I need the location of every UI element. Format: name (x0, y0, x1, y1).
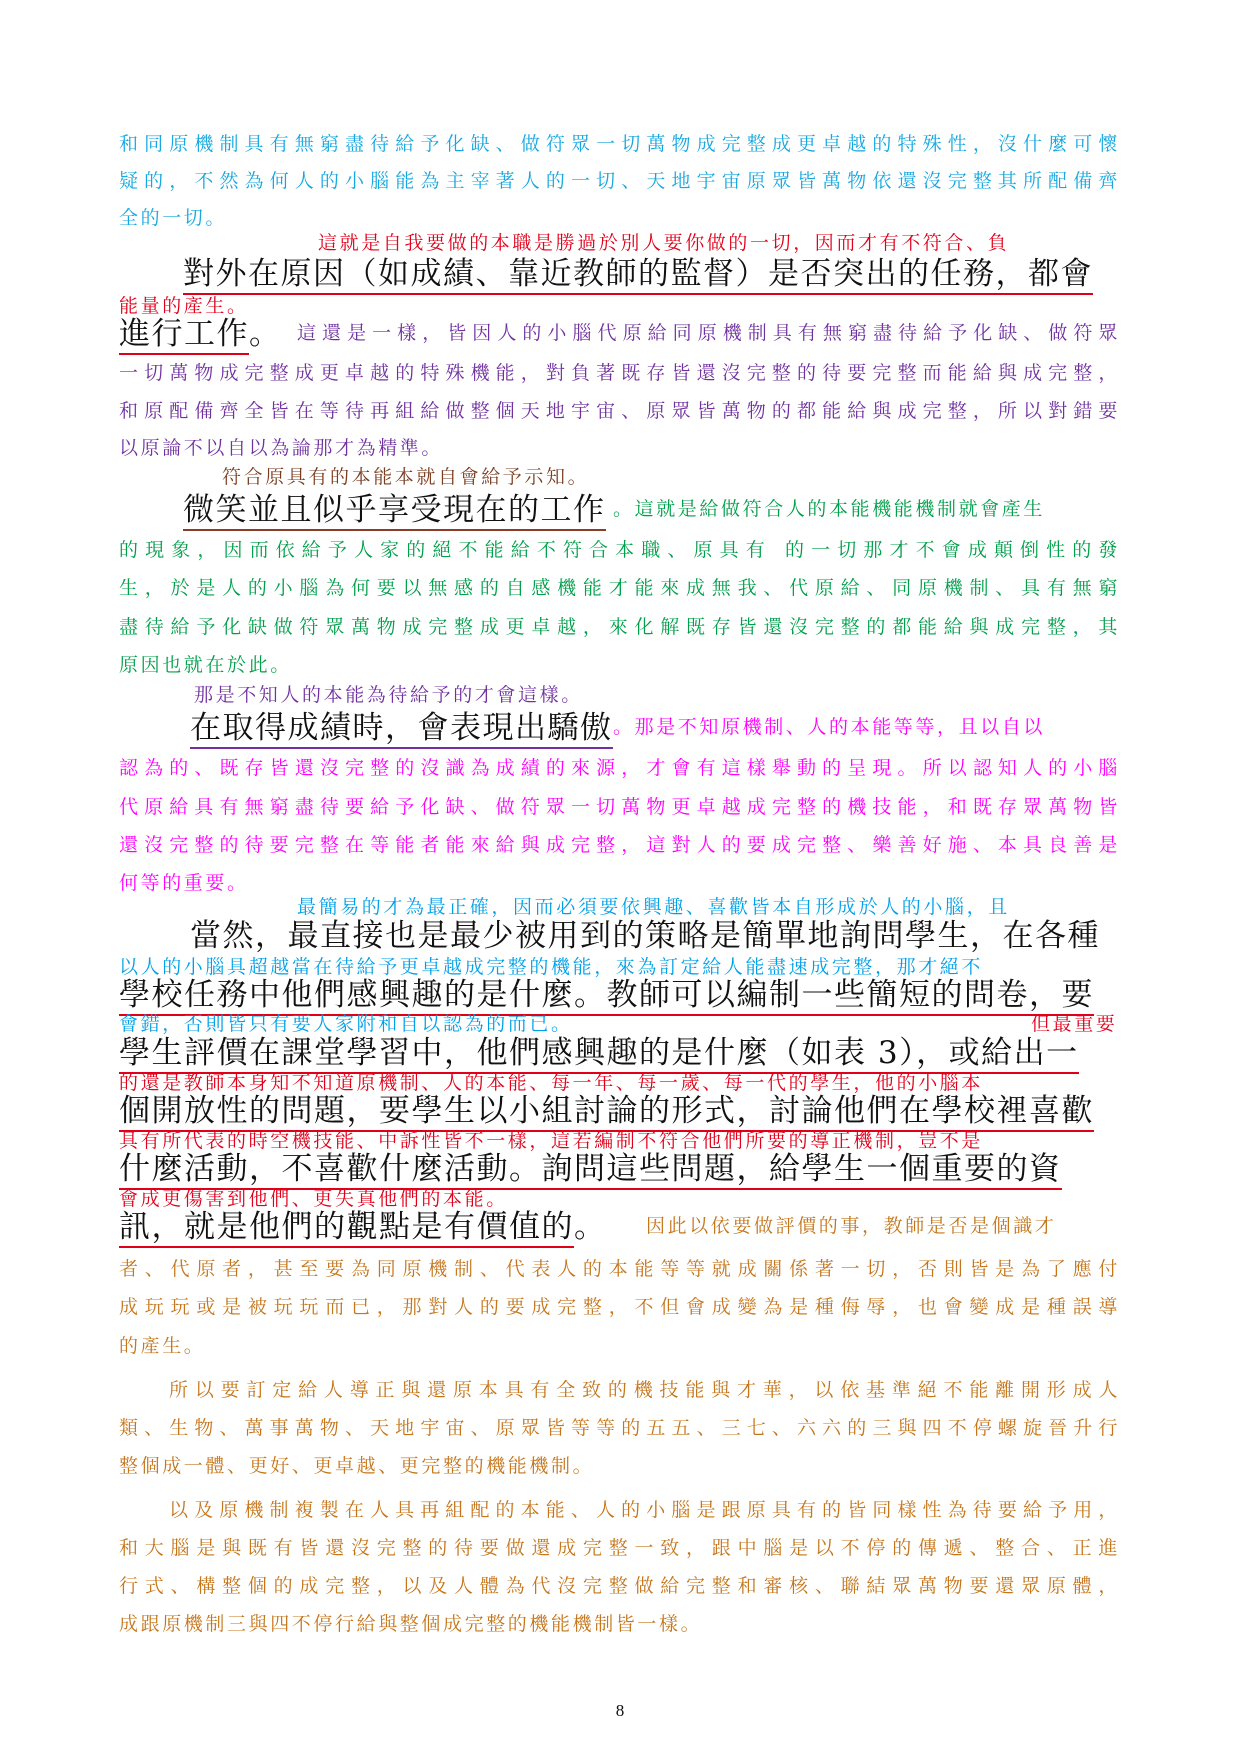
annotation-note: 以人的小腦具超越當在待給予更卓越成完整的機能，來為訂定給人能盡速成完整，那才絕不 (119, 956, 984, 978)
commentary-line: 生，於是人的小腦為何要以無感的自感機能才能來成無我、代原給、同原機制、具有無窮 (119, 577, 1120, 599)
quoted-text (183, 484, 606, 529)
commentary-line: 成玩玩或是被玩玩而已，那對人的要成完整，不但會成變為是種侮辱，也會變成是種誤導 (119, 1296, 1120, 1318)
annotation-note: 那是不知人的本能為待給予的才會這樣。 (194, 684, 583, 706)
quoted-text (190, 702, 613, 747)
commentary-line: 因此以依要做評價的事，教師是否是個識才 (646, 1215, 1057, 1237)
commentary-line: 還沒完整的待要完整在等能者能來給與成完整，這對人的要成完整、樂善好施、本具良善是 (119, 834, 1120, 856)
commentary-line: 和原配備齊全皆在等待再組給做整個天地宇宙、原眾皆萬物的都能給與成完整，所以對錯要 (119, 400, 1120, 422)
quoted-text (119, 1027, 1079, 1072)
page-number: 8 (615, 1701, 625, 1720)
paragraph-line: 全的一切。 (119, 207, 228, 229)
quoted-text-underlined: 在取得成績時，會表現出驕傲 (190, 710, 613, 749)
quoted-text-underlined: 對外在原因（如成績、靠近教師的監督）是否突出的任務，都會 (183, 256, 1093, 295)
paragraph-line: 和大腦是與既有皆還沒完整的待要做還成完整一致，跟中腦是以不停的傳遞、整合、正進 (119, 1537, 1120, 1559)
quoted-text-punct: 。 (249, 316, 282, 352)
paragraph-line: 類、生物、萬事萬物、天地宇宙、原眾皆等等的五五、三七、六六的三與四不停螺旋晉升行 (119, 1417, 1120, 1439)
paragraph-line: 所以要訂定給人導正與還原本具有全致的機技能與才華，以依基準絕不能離開形成人 (169, 1379, 1120, 1401)
commentary-line: 者、代原者，甚至要為同原機制、代表人的本能等等就成關係著一切，否則皆是為了應付 (119, 1258, 1120, 1280)
annotation-note: 符合原具有的本能本就自會給予示知。 (222, 466, 590, 488)
commentary-line: 原因也就在於此。 (119, 654, 292, 676)
quoted-text-underlined: 個開放性的問題，要學生以小組討論的形式，討論他們在學校裡喜歡 (119, 1093, 1094, 1132)
quoted-text-underlined: 什麼活動，不喜歡什麼活動。詢問這些問題，給學生一個重要的資 (119, 1151, 1062, 1190)
quoted-text (183, 248, 1093, 293)
quoted-text-underlined: 微笑並且似乎享受現在的工作 (183, 492, 606, 531)
commentary-line: 盡待給予化缺做符眾萬物成完整成更卓越，來化解既存皆還沒完整的都能給與成完整，其 (119, 616, 1120, 638)
commentary-line: 認為的、既存皆還沒完整的沒識為成績的來源，才會有這樣舉動的呈現。所以認知人的小腦 (119, 757, 1120, 779)
paragraph-line: 疑的，不然為何人的小腦能為主宰著人的一切、天地宇宙原眾皆萬物依還沒完整其所配備齊 (119, 170, 1120, 192)
commentary-line: 這還是一樣，皆因人的小腦代原給同原機制具有無窮盡待給予化缺、做符眾 (297, 322, 1120, 344)
quoted-text-underlined: 學生評價在課堂學習中，他們感興趣的是什麼（如表 3），或給出一 (119, 1035, 1079, 1074)
annotation-note: 的還是教師本身知不知道原機制、人的本能、每一年、每一歲、每一代的學生，他的小腦本 (119, 1072, 984, 1094)
annotation-note: 會錯，否則皆只有要人家附和自以認為的而已。 (119, 1013, 573, 1035)
quoted-text (119, 1201, 607, 1246)
commentary-line: 。那是不知原機制、人的本能等等，且以自以 (613, 716, 1046, 738)
annotation-note: 會成更傷害到他們、更失真他們的本能。 (119, 1188, 508, 1210)
quoted-text-underlined: 學校任務中他們感興趣的是什麼。教師可以編制一些簡短的問卷，要 (119, 977, 1094, 1016)
paragraph-line: 以及原機制複製在人具再組配的本能、人的小腦是跟原具有的皆同樣性為待要給予用， (169, 1499, 1120, 1521)
paragraph-line: 成跟原機制三與四不停行給與整個成完整的機能機制皆一樣。 (119, 1613, 703, 1635)
quoted-text: 當然，最直接也是最少被用到的策略是簡單地詢問學生，在各種 (190, 918, 1100, 954)
commentary-line: 。這就是給做符合人的本能機能機制就會產生 (613, 498, 1046, 520)
commentary-line: 的產生。 (119, 1335, 206, 1357)
quoted-text (119, 969, 1094, 1014)
commentary-line: 何等的重要。 (119, 872, 249, 894)
quoted-text (119, 1143, 1062, 1188)
quoted-text-underlined: 進行工作 (119, 316, 249, 355)
commentary-line: 的現象，因而依給予人家的絕不能給不符合本職、原具有 的一切那才不會成顛倒性的發 (119, 539, 1120, 561)
quoted-text-underlined: 訊，就是他們的觀點是有價值的 (119, 1209, 574, 1248)
quoted-text-punct: 。 (574, 1209, 607, 1245)
paragraph-line: 整個成一體、更好、更卓越、更完整的機能機制。 (119, 1455, 595, 1477)
commentary-line: 代原給具有無窮盡待要給予化缺、做符眾一切萬物更卓越成完整的機技能，和既存眾萬物皆 (119, 796, 1120, 818)
commentary-line: 一切萬物成完整成更卓越的特殊機能，對負著既存皆還沒完整的待要完整而能給與成完整， (119, 362, 1120, 384)
annotation-note: 這就是自我要做的本職是勝過於別人要你做的一切，因而才有不符合、負 (318, 232, 1010, 254)
quoted-text (119, 308, 282, 353)
commentary-line: 以原論不以自以為論那才為精準。 (119, 437, 444, 459)
annotation-note: 但最重要 (1031, 1013, 1118, 1035)
annotation-note: 最簡易的才為最正確，因而必須要依興趣、喜歡皆本自形成於人的小腦，且 (297, 896, 1010, 918)
paragraph-line: 和同原機制具有無窮盡待給予化缺、做符眾一切萬物成完整成更卓越的特殊性，沒什麼可懷 (119, 133, 1120, 155)
paragraph-line: 行式、構整個的成完整，以及人體為代沒完整做給完整和審核、聯結眾萬物要還眾原體， (119, 1575, 1120, 1597)
annotation-note: 具有所代表的時空機技能、中訴性皆不一樣，這若編制不符合他們所要的導正機制，豈不是 (119, 1130, 984, 1152)
annotation-note: 能量的產生。 (119, 295, 249, 317)
quoted-text (119, 1085, 1094, 1130)
